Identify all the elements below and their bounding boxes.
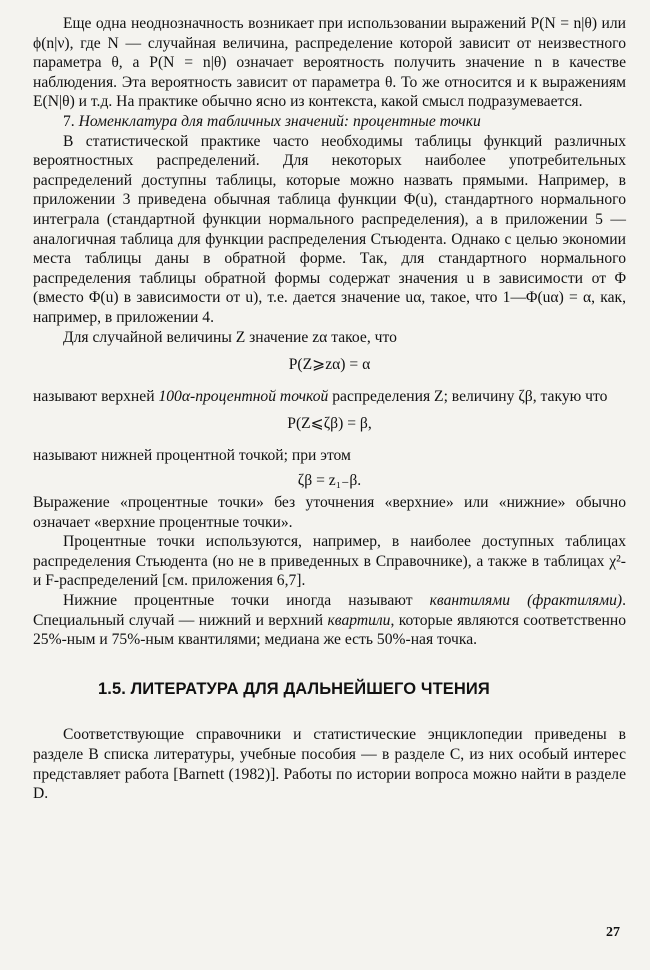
formula-lower-point: P(Z⩽ζβ) = β, [287, 415, 372, 433]
paragraph-ambiguity: Еще одна неоднозначность возникает при использовании выражений P(N = n|θ) или ϕ(n|ν), где N — случайная величина, распределение которой зависит от неизвестного параметра θ, а P(N = n|θ) означает вероятность получить значение n в качестве наблюдения. Эта вероятность зависит от параметра θ. То же относится и к выражениям E(N|θ) и т.д. На практике обычно ясно из контекста, какой смысл подразумевается. [33, 15, 626, 111]
item-number: 7. [63, 112, 79, 130]
text-run: , которые являются соответственно 25%-ным и 75%-ным квантилями; медиана же есть 50%-ная точка. [33, 611, 626, 649]
term-upper-percent-point: 100α-процентной точкой [158, 387, 329, 405]
page-number: 27 [606, 925, 620, 940]
paragraph-quantiles [33, 591, 626, 650]
term-quartiles: квартили [327, 611, 391, 629]
text-run: . Специальный случай — нижний и верхний [33, 592, 626, 629]
term-quantiles: квантилями (фрактилями) [429, 592, 623, 610]
text-run: называют верхней [33, 387, 159, 405]
text-run: распределения Z; величину ζβ, такую что [328, 387, 608, 405]
paragraph-percent-points-meaning: Выражение «процентные точки» без уточнения «верхние» или «нижние» обычно означает «верхние процентные точки». [33, 494, 626, 531]
page-body [33, 14, 626, 804]
paragraph-usage: Процентные точки используются, например, в наиболее доступных таблицах распределения Стьюдента (но не в приведенных в Справочнике), а также в таблицах χ²- и F-распределений [см. приложения 6,7]. [33, 533, 626, 590]
section-title: 1.5. ЛИТЕРАТУРА ДЛЯ ДАЛЬНЕЙШЕГО ЧТЕНИЯ [98, 679, 490, 698]
formula-relation: ζβ = z₁₋β. [297, 472, 362, 490]
paragraph-lower-point: называют нижней процентной точкой; при этом [33, 446, 351, 464]
paragraph-tables: В статистической практике часто необходимы таблицы функций различных вероятностных распределений. Для некоторых наиболее употребительных распределений доступны таблицы, которые можно назвать прямыми. Например, в приложении 3 приведена обычная таблица функции Φ(u), стандартного нормального интеграла (стандартной функции нормального распределения), а в приложении 5 — аналогичная таблица для функции распределения Стьюдента. Однако с целью экономии места таблицы даны в обратной форме. Так, для стандартного нормального распределения таблицы обратной формы содержат значения u в зависимости от Φ (вместо Φ(u) в зависимости от u), т.е. дается значение uα, такое, что 1—Φ(uα) = α, как, например, в приложении 4. [33, 132, 626, 326]
text-run: Нижние процентные точки иногда называют [63, 592, 430, 610]
paragraph-upper-point [33, 387, 626, 407]
formula-upper-point: P(Z⩾zα) = α [288, 356, 371, 374]
item-heading: Номенклатура для табличных значений: процентные точки [78, 112, 481, 130]
paragraph-nomenclature-heading [33, 112, 626, 132]
paragraph-random-variable: Для случайной величины Z значение zα такое, что [63, 328, 397, 346]
paragraph-literature: Соответствующие справочники и статистические энциклопедии приведены в разделе B списка литературы, учебные пособия — в разделе C, из них особый интерес представляет работа [Barnett (1982)]. Работы по истории вопроса можно найти в разделе D. [33, 726, 626, 803]
